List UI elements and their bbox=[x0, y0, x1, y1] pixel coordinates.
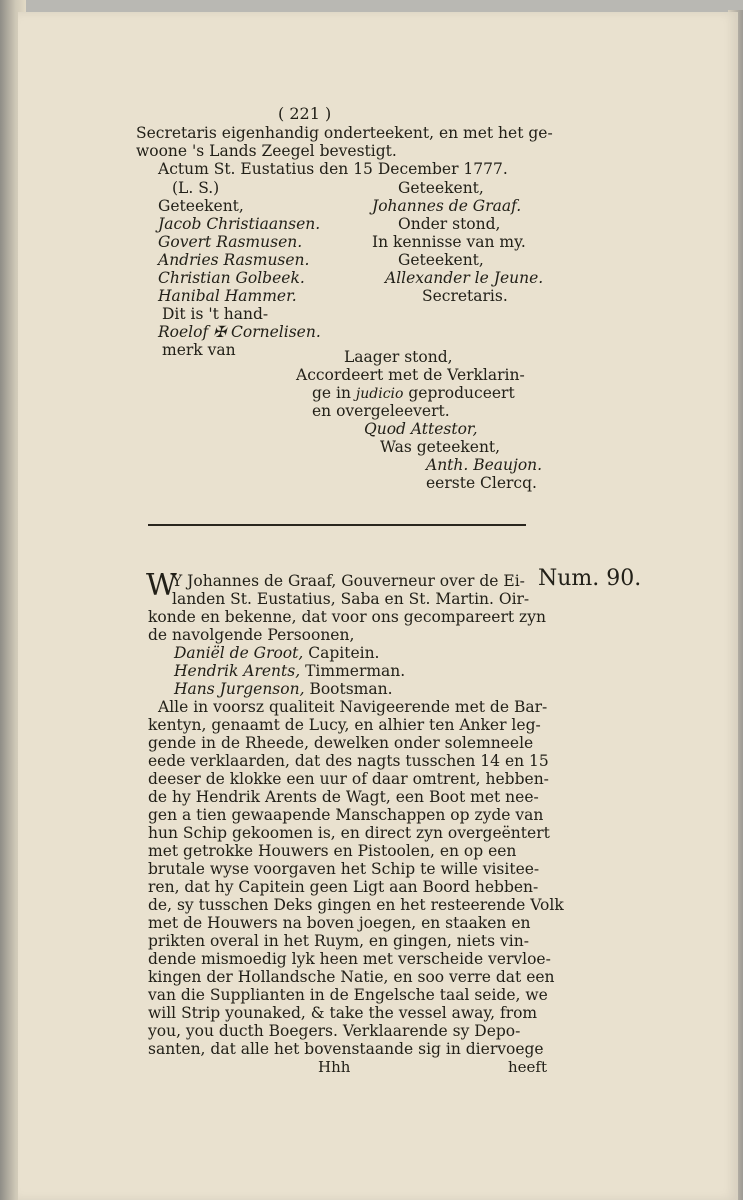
right-col-line: In kennisse van my. bbox=[372, 233, 526, 251]
attest-line: eerste Clercq. bbox=[426, 474, 537, 492]
right-col-line: Geteekent, bbox=[398, 179, 484, 197]
section-divider bbox=[148, 524, 526, 526]
paragraph-line: prikten overal in het Ruym, en gingen, niets vin- bbox=[148, 932, 529, 950]
attest-line: Laager stond, bbox=[344, 348, 453, 366]
paragraph-line: will Strip younaked, & take the vessel away, from bbox=[148, 1004, 538, 1022]
paragraph-line: santen, dat alle het bovenstaande sig in diervoege bbox=[148, 1040, 544, 1058]
body-line: Y Johannes de Graaf, Gouverneur over de Ei- bbox=[172, 572, 525, 590]
paragraph-line: deeser de klokke een uur of daar omtrent, hebben- bbox=[148, 770, 549, 788]
top-line-3: Actum St. Eustatius den 15 December 1777. bbox=[158, 160, 508, 178]
paragraph-line: kingen der Hollandsche Natie, en soo verre dat een bbox=[148, 968, 555, 986]
signature-mark: Hhh bbox=[318, 1058, 351, 1076]
paragraph-line: Alle in voorsz qualiteit Navigeerende met de Bar- bbox=[158, 698, 548, 716]
paragraph-line: gende in de Rheede, dewelken onder solemneele bbox=[148, 734, 534, 752]
paragraph-line: hun Schip gekoomen is, en direct zyn overgeëntert bbox=[148, 824, 550, 842]
left-col-signature: Jacob Christiaansen. bbox=[158, 215, 321, 233]
paragraph-line: van die Supplianten in de Engelsche taal seide, we bbox=[148, 986, 548, 1004]
left-col-signature: Govert Rasmusen. bbox=[158, 233, 303, 251]
body-line: konde en bekenne, dat voor ons gecompareert zyn bbox=[148, 608, 546, 626]
attest-line: en overgeleevert. bbox=[312, 402, 450, 420]
left-col-signature: Roelof ✠ Cornelisen. bbox=[158, 323, 321, 341]
attest-line: Was geteekent, bbox=[380, 438, 501, 456]
top-line-1: Secretaris eigenhandig onderteekent, en met het ge- bbox=[136, 124, 553, 142]
right-col-line: Secretaris. bbox=[422, 287, 508, 305]
paragraph-line: de, sy tusschen Deks gingen en het resteerende Volk bbox=[148, 896, 564, 914]
page-number: ( 221 ) bbox=[278, 104, 332, 123]
body-line: landen St. Eustatius, Saba en St. Martin. Oir- bbox=[172, 590, 530, 608]
marginal-number: Num. 90. bbox=[538, 566, 642, 591]
attest-line: Accordeert met de Verklarin- bbox=[296, 366, 525, 384]
catchword: heeft bbox=[508, 1058, 547, 1076]
paragraph-line: de hy Hendrik Arents de Wagt, een Boot met nee- bbox=[148, 788, 539, 806]
paragraph-line: ren, dat hy Capitein geen Ligt aan Boord hebben- bbox=[148, 878, 539, 896]
attest-line: ge in judicio geproduceert bbox=[312, 384, 515, 402]
left-col-line: Dit is 't hand- bbox=[162, 305, 269, 323]
left-col-signature: Hanibal Hammer. bbox=[158, 287, 297, 305]
person-line: Hendrik Arents, Timmerman. bbox=[174, 662, 406, 680]
top-line-2: woone 's Lands Zeegel bevestigt. bbox=[136, 142, 397, 160]
attest-signature: Quod Attestor, bbox=[364, 420, 478, 438]
right-col-signature: Johannes de Graaf. bbox=[372, 197, 522, 215]
paragraph-line: brutale wyse voorgaven het Schip te wille visitee- bbox=[148, 860, 540, 878]
attest-signature: Anth. Beaujon. bbox=[426, 456, 543, 474]
paragraph-line: you, you ducth Boegers. Verklaarende sy Depo- bbox=[148, 1022, 521, 1040]
paragraph-line: kentyn, genaamt de Lucy, en alhier ten Anker leg- bbox=[148, 716, 541, 734]
person-line: Daniël de Groot, Capitein. bbox=[174, 644, 380, 662]
left-col-signature: Christian Golbeek. bbox=[158, 269, 305, 287]
paragraph-line: met getrokke Houwers en Pistoolen, en op een bbox=[148, 842, 517, 860]
left-col-signature: Andries Rasmusen. bbox=[158, 251, 310, 269]
person-line: Hans Jurgenson, Bootsman. bbox=[174, 680, 393, 698]
drop-capital: W bbox=[146, 568, 177, 603]
left-col-line: Geteekent, bbox=[158, 197, 244, 215]
left-col-line: merk van bbox=[162, 341, 236, 359]
paragraph-line: eede verklaarden, dat des nagts tusschen 14 en 15 bbox=[148, 752, 549, 770]
paragraph-line: dende mismoedig lyk heen met verscheide vervloe- bbox=[148, 950, 551, 968]
right-col-line: Geteekent, bbox=[398, 251, 484, 269]
right-col-line: Onder stond, bbox=[398, 215, 501, 233]
paragraph-line: met de Houwers na boven joegen, en staaken en bbox=[148, 914, 531, 932]
right-col-signature: Allexander le Jeune. bbox=[385, 269, 544, 287]
body-line: de navolgende Persoonen, bbox=[148, 626, 355, 644]
paragraph-line: gen a tien gewaapende Manschappen op zyde van bbox=[148, 806, 544, 824]
left-col-line: (L. S.) bbox=[172, 179, 220, 197]
